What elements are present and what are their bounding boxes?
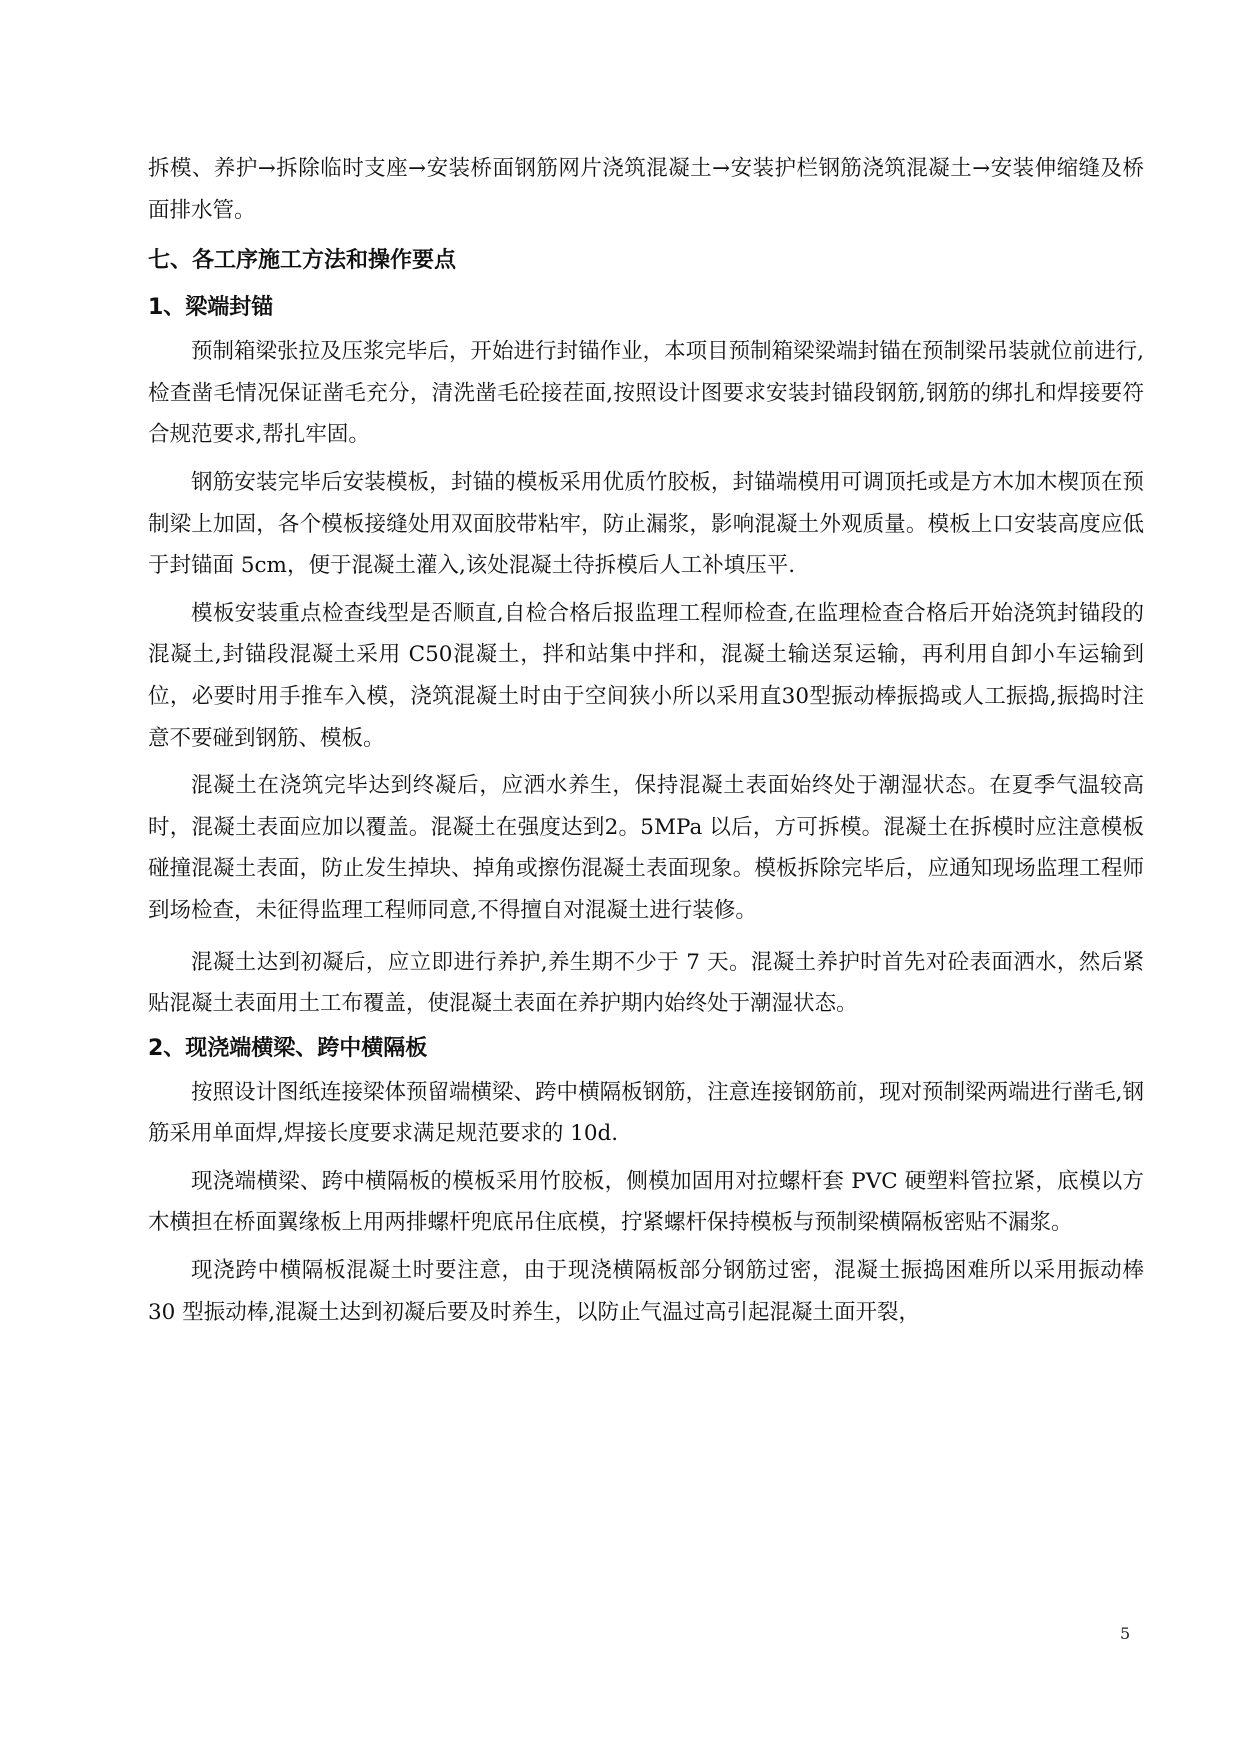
paragraph-formwork-check: 模板安装重点检查线型是否顺直,自检合格后报监理工程师检查,在监理检查合格后开始浇筑封锚段的混凝土,封锚段混凝土采用 C50混凝土，拌和站集中拌和，混凝土输送泵运输，再利用自卸小车运输到位，必要时用手推车入模，浇筑混凝土时由于空间狭小所以采用直30型振动棒振捣或人工振捣,振捣时注意不要碰到钢筋、模板。: [148, 600, 1144, 751]
paragraph-process-flow: 拆模、养护→拆除临时支座→安装桥面钢筋网片浇筑混凝土→安装护栏钢筋浇筑混凝土→安装伸缩缝及桥面排水管。: [148, 156, 1144, 223]
paragraph-end-beam-rebar: 按照设计图纸连接梁体预留端横梁、跨中横隔板钢筋，注意连接钢筋前，现对预制梁两端进行凿毛,钢筋采用单面焊,焊接长度要求满足规范要求的 10d.: [148, 1079, 1144, 1147]
paragraph-anchor-sealing: 预制箱梁张拉及压浆完毕后，开始进行封锚作业，本项目预制箱梁梁端封锚在预制梁吊装就位前进行,检查凿毛情况保证凿毛充分，清洗凿毛砼接茬面,按照设计图要求安装封锚段钢筋,钢筋的绑扎和焊接要符合规范要求,帮扎牢固。: [148, 339, 1144, 448]
section-heading-7: 七、各工序施工方法和操作要点: [148, 248, 457, 274]
paragraph-formwork: 钢筋安装完毕后安装模板，封锚的模板采用优质竹胶板，封锚端模用可调顶托或是方木加木楔顶在预制梁上加固，各个模板接缝处用双面胶带粘牢，防止漏浆，影响混凝土外观质量。模板上口安装高度应低于封锚面 5cm，便于混凝土灌入,该处混凝土待拆模后人工补填压平.: [148, 469, 1144, 579]
paragraph-initial-set: 混凝土达到初凝后，应立即进行养护,养生期不少于 7 天。混凝土养护时首先对砼表面洒水，然后紧贴混凝土表面用土工布覆盖，使混凝土表面在养护期内始终处于潮湿状态。: [148, 949, 1144, 1017]
page-number: 5: [1120, 1624, 1131, 1643]
paragraph-end-beam-formwork: 现浇端横梁、跨中横隔板的模板采用竹胶板，侧模加固用对拉螺杆套 PVC 硬塑料管拉紧，底模以方木横担在桥面翼缘板上用两排螺杆兜底吊住底模，拧紧螺杆保持模板与预制梁横隔板密贴不漏浆。: [148, 1168, 1144, 1236]
subsection-heading-2: 2、现浇端横梁、跨中横隔板: [148, 1035, 428, 1061]
paragraph-curing: 混凝土在浇筑完毕达到终凝后，应洒水养生，保持混凝土表面始终处于潮湿状态。在夏季气温较高时，混凝土表面应加以覆盖。混凝土在强度达到2。5MPa 以后，方可拆模。混凝土在拆模时应注意模板碰撞混凝土表面，防止发生掉块、掉角或擦伤混凝土表面现象。模板拆除完毕后，应通知现场监理工程师到场检查，未征得监理工程师同意,不得擅自对混凝土进行装修。: [148, 773, 1144, 923]
page-content: [148, 148, 1144, 1333]
paragraph-diaphragm-casting: 现浇跨中横隔板混凝土时要注意，由于现浇横隔板部分钢筋过密，混凝土振捣困难所以采用振动棒 30 型振动棒,混凝土达到初凝后要及时养生，以防止气温过高引起混凝土面开裂，: [148, 1258, 1144, 1325]
subsection-heading-1: 1、梁端封锚: [148, 295, 274, 321]
